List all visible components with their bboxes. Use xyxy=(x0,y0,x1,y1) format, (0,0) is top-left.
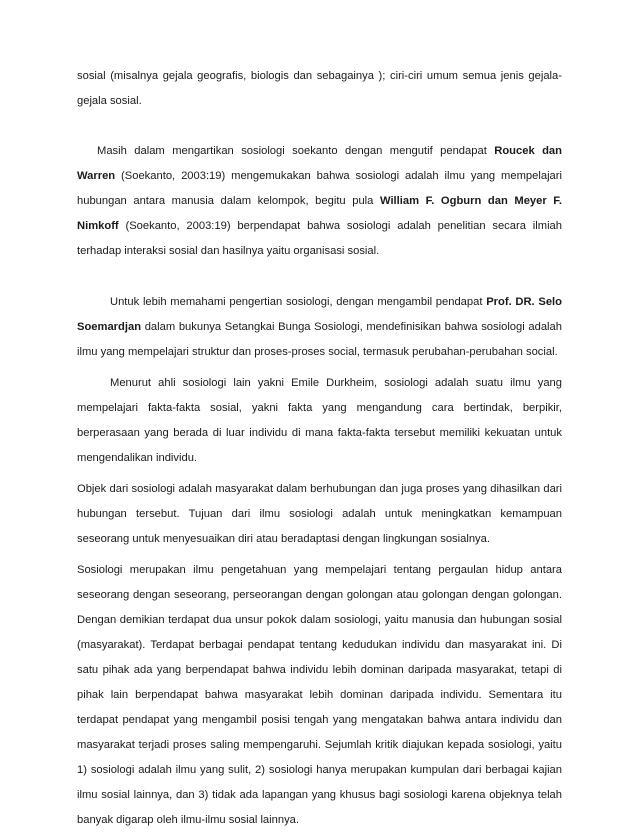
paragraph-3 xyxy=(77,290,562,365)
bold-author-name: William F. Ogburn dan Meyer F. Nimkoff xyxy=(77,195,562,232)
bold-author-name: Prof. DR. Selo Soemardjan xyxy=(77,296,563,333)
text-segment: (Soekanto, 2003:19) berpendapat bahwa sosiologi adalah penelitian secara ilmiah terhadap interaksi sosial dan hasilnya yaitu organisasi sosial. xyxy=(77,220,562,257)
text-segment: Untuk lebih memahami pengertian sosiologi, dengan mengambil pendapat xyxy=(110,296,487,308)
paragraph-1 xyxy=(77,64,562,114)
bold-author-name: Roucek dan Warren xyxy=(77,145,562,182)
paragraph-6 xyxy=(77,558,562,833)
paragraph-5 xyxy=(77,477,562,552)
text-segment: Masih dalam mengartikan sosiologi soekanto dengan mengutif pendapat xyxy=(97,145,495,157)
text-segment: Objek dari sosiologi adalah masyarakat dalam berhubungan dan juga proses yang dihasilkan dari hubungan tersebut. Tujuan dari ilmu sosiologi adalah untuk meningkatkan kemampuan seseorang untuk menyesuaikan diri atau beradaptasi dengan lingkungan sosialnya. xyxy=(77,483,562,545)
text-segment: sosial (misalnya gejala geografis, biologis dan sebagainya ); ciri-ciri umum semua jenis gejala-gejala sosial. xyxy=(77,70,562,107)
text-segment: dalam bukunya Setangkai Bunga Sosiologi, mendefinisikan bahwa sosiologi adalah ilmu yang mempelajari struktur dan proses-proses social, termasuk perubahan-perubahan social. xyxy=(77,321,562,358)
text-segment: Sosiologi merupakan ilmu pengetahuan yang mempelajari tentang pergaulan hidup antara seseorang dengan seseorang, perseorangan dengan golongan atau golongan dengan golongan. Dengan demikian terdapat dua unsur pokok dalam sosiologi, yaitu manusia dan hubungan sosial (masyarakat). Terdapat berbagai pendapat tentang kedudukan individu dan masyarakat ini. Di satu pihak ada yang berpendapat bahwa individu lebih dominan daripada masyarakat, tetapi di pihak lain berpendapat bahwa masyarakat lebih dominan daripada individu. Sementara itu terdapat pendapat yang mengambil posisi tengah yang mengatakan bahwa antara individu dan masyarakat terjadi proses saling mempengaruhi. Sejumlah kritik diajukan kepada sosiologi, yaitu 1) sosiologi adalah ilmu yang sulit, 2) sosiologi hanya merupakan kumpulan dari berbagai kajian ilmu sosial lainnya, dan 3) tidak ada lapangan yang khusus bagi sosiologi karena objeknya telah banyak digarap oleh ilmu-ilmu sosial lainnya. xyxy=(77,564,562,826)
paragraph-2 xyxy=(77,139,562,264)
paragraph-4 xyxy=(77,371,562,471)
text-segment: (Soekanto, 2003:19) mengemukakan bahwa sosiologi adalah ilmu yang mempelajari hubungan antara manusia dalam kelompok, begitu pula xyxy=(77,170,562,207)
text-segment: Menurut ahli sosiologi lain yakni Emile Durkheim, sosiologi adalah suatu ilmu yang mempelajari fakta-fakta sosial, yakni fakta yang mengandung cara bertindak, berpikir, berperasaan yang berada di luar individu di mana fakta-fakta tersebut memiliki kekuatan untuk mengendalikan individu. xyxy=(77,377,562,464)
document-page xyxy=(77,64,562,833)
